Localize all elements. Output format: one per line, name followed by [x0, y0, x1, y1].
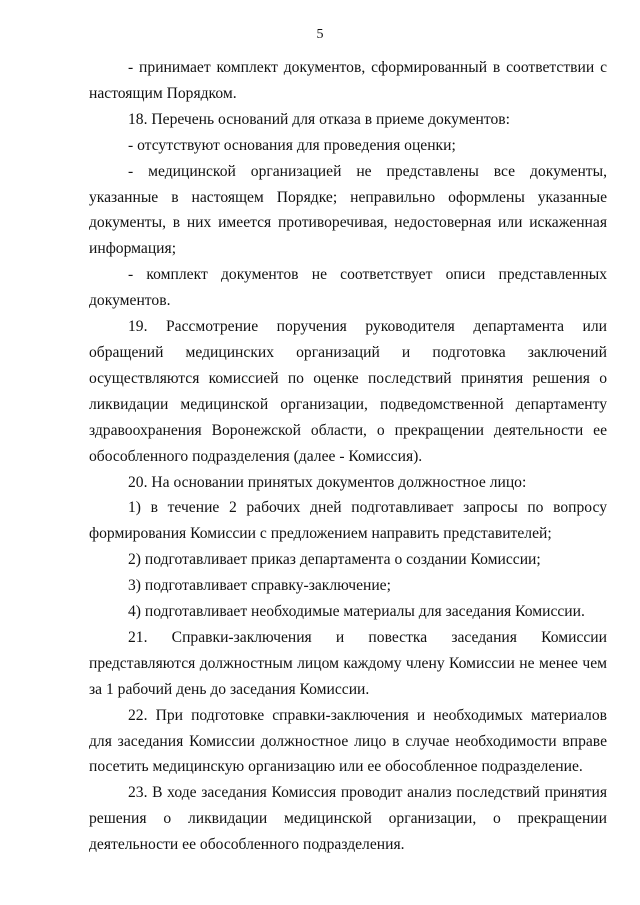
paragraph-item-18-heading: 18. Перечень оснований для отказа в приеме документов:: [128, 110, 510, 128]
paragraph-item-20-1: 1) в течение 2 рабочих дней подготавливает запросы по вопросу формирования Комиссии с предложением направить представителей;: [89, 499, 607, 543]
paragraph-item-inventory-mismatch: - комплект документов не соответствует описи представленных документов.: [89, 266, 607, 310]
page-number: 5: [316, 27, 324, 42]
paragraph-item-21: 21. Справки-заключения и повестка заседания Комиссии представляются должностным лицом каждому члену Комиссии не менее чем за 1 рабочий день до заседания Комиссии.: [89, 628, 607, 698]
paragraph-item-23: 23. В ходе заседания Комиссия проводит анализ последствий принятия решения о ликвидации медицинской организации, о прекращении деятельности ее обособленного подразделения.: [89, 784, 607, 854]
paragraph-item-no-grounds: - отсутствуют основания для проведения оценки;: [128, 136, 456, 154]
paragraph-item-20-3: 3) подготавливает справку-заключение;: [128, 577, 391, 595]
paragraph-item-19: 19. Рассмотрение поручения руководителя департамента или обращений медицинских организаций и подготовка заключений осуществляются комиссией по оценке последствий принятия решения о ликвидации медицинской организации, подведомственной департаменту здравоохранения Воронежской области, о прекращении деятельности ее обособленного подразделения (далее - Комиссия).: [89, 318, 607, 465]
paragraph-item-22: 22. При подготовке справки-заключения и необходимых материалов для заседания Комиссии должностное лицо в случае необходимости вправе посетить медицинскую организацию или ее обособленное подразделение.: [89, 706, 607, 776]
paragraph-item-20-heading: 20. На основании принятых документов должностное лицо:: [128, 473, 527, 491]
paragraph-item-1: - принимает комплект документов, сформированный в соответствии с настоящим Порядком.: [89, 59, 607, 102]
paragraph-item-20-4: 4) подготавливает необходимые материалы для заседания Комиссии.: [128, 603, 585, 621]
document-body: [89, 55, 607, 858]
paragraph-item-20-2: 2) подготавливает приказ департамента о создании Комиссии;: [128, 551, 541, 569]
paragraph-item-missing-documents: - медицинской организацией не представлены все документы, указанные в настоящем Порядке; неправильно оформлены указанные документы, в них имеется противоречивая, недостоверная или искаженная информация;: [89, 162, 607, 258]
